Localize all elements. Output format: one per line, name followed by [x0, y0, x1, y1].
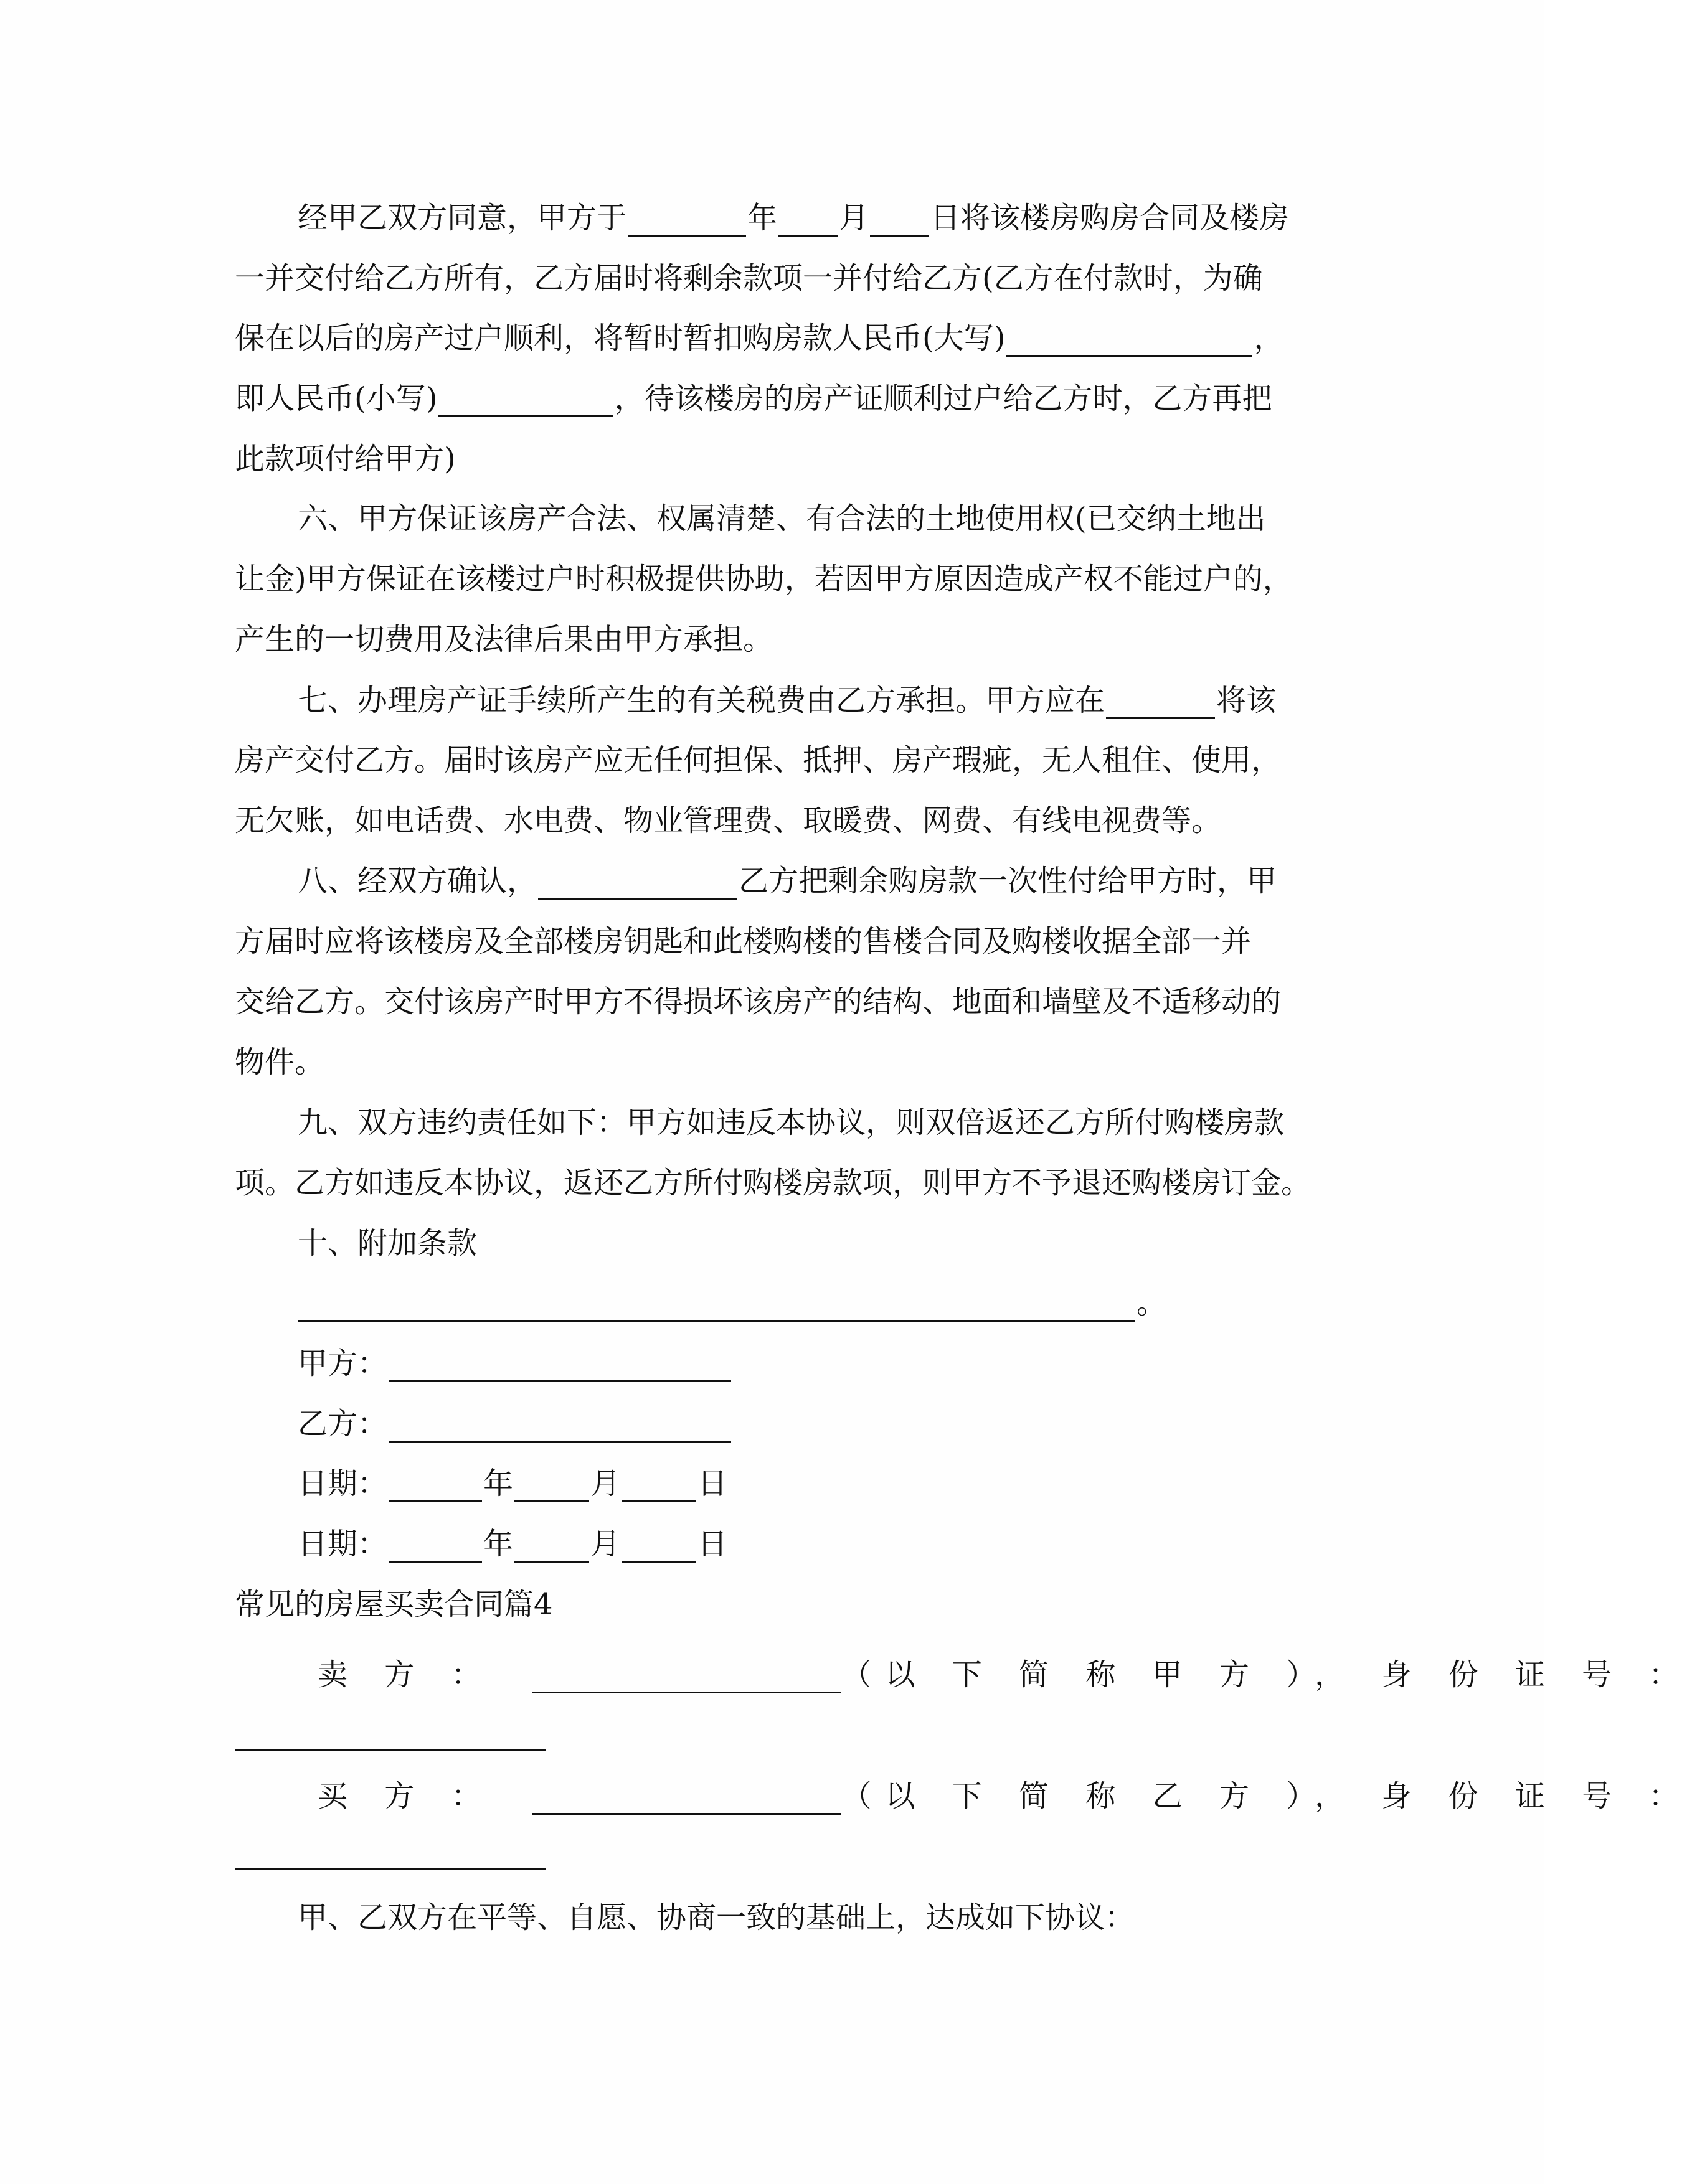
- clause7-line2: 房产交付乙方。届时该房产应无任何担保、抵押、房产瑕疵，无人租住、使用，: [235, 743, 1282, 778]
- clause9-line1: 九、双方违约责任如下：甲方如违反本协议，则双倍返还乙方所付购楼房款: [298, 1105, 1285, 1140]
- agreement-statement: 甲、乙双方在平等、自愿、协商一致的基础上，达成如下协议：: [298, 1900, 1135, 1935]
- clause8-line3: 交给乙方。交付该房产时甲方不得损坏该房产的结构、地面和墙壁及不适移动的: [235, 984, 1282, 1019]
- clause7-line1: [298, 682, 1375, 719]
- text: 乙方把剩余购房款一次性付给甲方时，甲: [739, 864, 1277, 898]
- seller-name-field[interactable]: [532, 1663, 841, 1693]
- party-b-label: 乙方：: [298, 1406, 388, 1441]
- blank-month[interactable]: [778, 206, 838, 237]
- section4-heading: 常见的房屋买卖合同篇4: [235, 1587, 553, 1622]
- text: 即人民币(小写): [235, 381, 438, 416]
- para1-line2: 一并交付给乙方所有，乙方届时将剩余款项一并付给乙方(乙方在付款时，为确: [235, 261, 1263, 296]
- text: 。: [1137, 1286, 1167, 1320]
- clause10-blank-line: [298, 1284, 1375, 1322]
- para1-line5: 此款项付给甲方): [235, 441, 456, 476]
- para1-line3: [235, 319, 1312, 357]
- blank-year[interactable]: [628, 206, 746, 237]
- buyer-id-field[interactable]: [235, 1868, 546, 1870]
- date-month-field[interactable]: [514, 1532, 589, 1563]
- text: 年: [747, 200, 778, 235]
- buyer-line: [318, 1777, 1692, 1815]
- seller-id-field[interactable]: [235, 1749, 546, 1751]
- seller-label: 卖 方 ：: [318, 1657, 495, 1692]
- text: 七、办理房产证手续所产生的有关税费由乙方承担。甲方应在: [298, 683, 1105, 718]
- text: 月: [590, 1527, 621, 1561]
- date-label: 日期：: [298, 1466, 388, 1501]
- clause8-line1: [298, 862, 1375, 900]
- buyer-suffix: （以 下 简 称 乙 方 ）， 身 份 证 号 ：: [841, 1779, 1692, 1814]
- text: 月: [839, 200, 869, 235]
- date-year-field[interactable]: [389, 1472, 482, 1502]
- text: 日将该楼房购房合同及楼房: [930, 200, 1290, 235]
- text: 将该: [1216, 683, 1277, 718]
- para1-line1: [298, 199, 1375, 237]
- party-a-label: 甲方：: [298, 1346, 388, 1381]
- text: 月: [590, 1466, 621, 1501]
- text: 日: [697, 1527, 728, 1561]
- blank-day[interactable]: [870, 206, 929, 237]
- seller-line: [318, 1656, 1692, 1693]
- buyer-label: 买 方 ：: [318, 1779, 495, 1814]
- date-year-field[interactable]: [389, 1532, 482, 1563]
- date-month-field[interactable]: [514, 1472, 589, 1502]
- blank-confirm-date[interactable]: [538, 869, 737, 900]
- date-label: 日期：: [298, 1527, 388, 1561]
- clause8-line2: 方届时应将该楼房及全部楼房钥匙和此楼购楼的售楼合同及购楼收据全部一并: [235, 924, 1252, 959]
- blank-amount-uppercase[interactable]: [1006, 326, 1252, 357]
- blank-delivery-date[interactable]: [1106, 689, 1215, 719]
- date-day-field[interactable]: [622, 1532, 696, 1563]
- party-a-field[interactable]: [389, 1352, 731, 1382]
- text: 八、经双方确认，: [298, 864, 537, 898]
- party-a-signature: [298, 1345, 1375, 1382]
- blank-additional-terms[interactable]: [298, 1291, 1135, 1322]
- date-row-2: [298, 1525, 1375, 1563]
- date-day-field[interactable]: [622, 1472, 696, 1502]
- blank-amount-lowercase[interactable]: [438, 387, 613, 417]
- text: ，: [1254, 321, 1284, 355]
- text: ，待该楼房的房产证顺利过户给乙方时，乙方再把: [614, 381, 1272, 416]
- clause8-line4: 物件。: [235, 1045, 325, 1080]
- text: 日: [697, 1466, 728, 1501]
- clause9-line2: 项。乙方如违反本协议，返还乙方所付购楼房款项，则甲方不予退还购楼房订金。: [235, 1165, 1312, 1200]
- party-b-field[interactable]: [389, 1412, 731, 1443]
- text: 保在以后的房产过户顺利，将暂时暂扣购房款人民币(大写): [235, 321, 1006, 355]
- text: 经甲乙双方同意，甲方于: [298, 200, 627, 235]
- clause10-title: 十、附加条款: [298, 1226, 478, 1261]
- clause6-line1: 六、甲方保证该房产合法、权属清楚、有合法的土地使用权(已交纳土地出: [298, 501, 1266, 536]
- clause6-line3: 产生的一切费用及法律后果由甲方承担。: [235, 622, 773, 657]
- clause7-line3: 无欠账，如电话费、水电费、物业管理费、取暖费、网费、有线电视费等。: [235, 803, 1222, 838]
- buyer-name-field[interactable]: [532, 1784, 841, 1815]
- text: 年: [483, 1527, 514, 1561]
- date-row-1: [298, 1465, 1375, 1502]
- para1-line4: [235, 380, 1312, 417]
- seller-suffix: （以 下 简 称 甲 方 ）， 身 份 证 号 ：: [841, 1657, 1692, 1692]
- clause6-line2: 让金)甲方保证在该楼过户时积极提供协助，若因甲方原因造成产权不能过户的，: [235, 562, 1293, 596]
- text: 年: [483, 1466, 514, 1501]
- party-b-signature: [298, 1405, 1375, 1443]
